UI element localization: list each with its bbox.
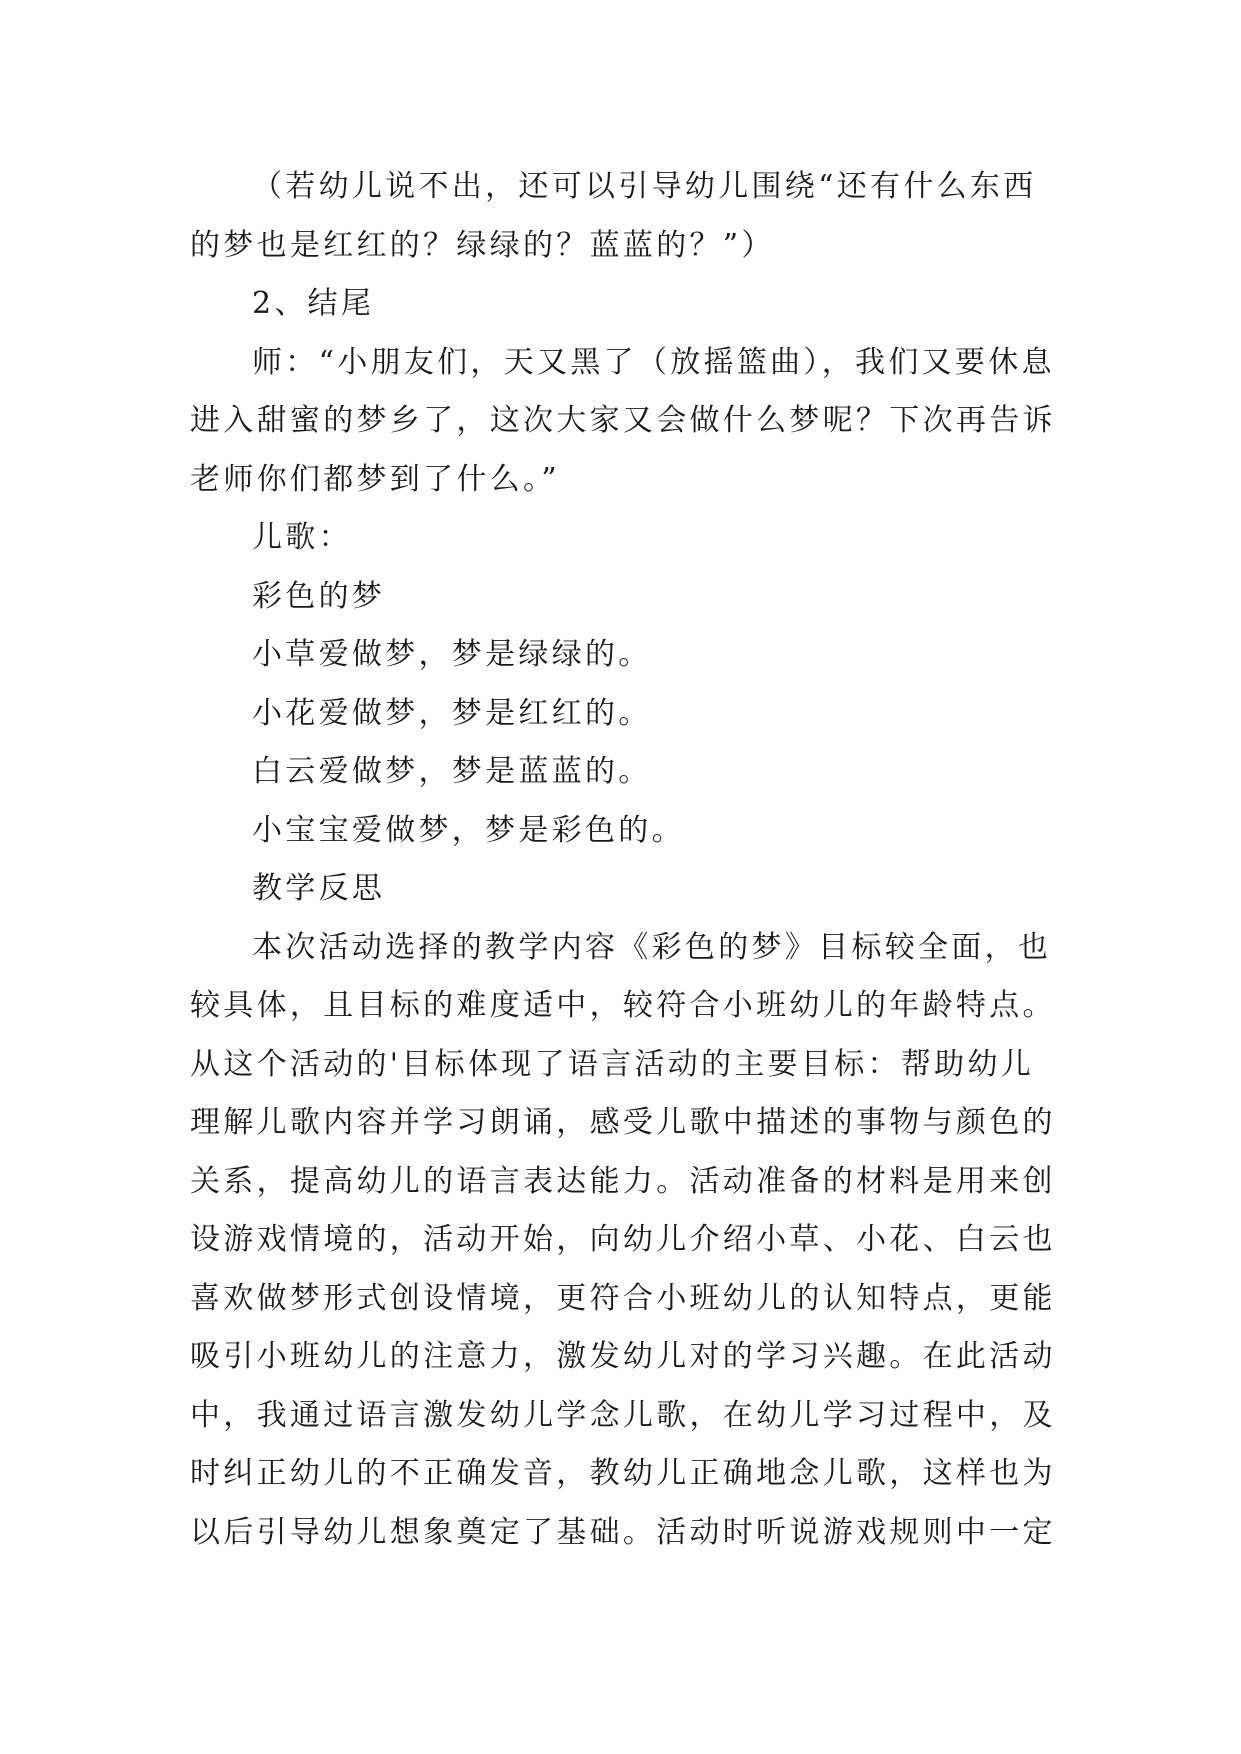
text-line: 时纠正幼儿的不正确发音，教幼儿正确地念儿歌，这样也为 bbox=[190, 1456, 1056, 1491]
poem-line: 小宝宝爱做梦，梦是彩色的。 bbox=[252, 812, 685, 848]
document-body bbox=[190, 158, 1056, 1562]
text-line: 关系，提高幼儿的语言表达能力。活动准备的材料是用来创 bbox=[190, 1163, 1056, 1199]
poem-line: 白云爱做梦，梦是蓝蓝的。 bbox=[252, 754, 652, 789]
text-line: 理解儿歌内容并学习朗诵，感受儿歌中描述的事物与颜色的 bbox=[190, 1105, 1056, 1140]
section-heading: 2、结尾 bbox=[252, 286, 375, 321]
text-line: 较具体，且目标的难度适中，较符合小班幼儿的年龄特点。 bbox=[190, 988, 1056, 1023]
text-line: 吸引小班幼儿的注意力，激发幼儿对的学习兴趣。在此活动 bbox=[190, 1339, 1056, 1374]
text-line: 设游戏情境的，活动开始，向幼儿介绍小草、小花、白云也 bbox=[190, 1222, 1056, 1257]
poem-line: 小草爱做梦，梦是绿绿的。 bbox=[252, 637, 652, 672]
text-line: 以后引导幼儿想象奠定了基础。活动时听说游戏规则中一定 bbox=[190, 1514, 1056, 1550]
text-line: 本次活动选择的教学内容《彩色的梦》目标较全面，也 bbox=[252, 929, 1052, 965]
section-heading: 教学反思 bbox=[252, 871, 386, 906]
text-line: 的梦也是红红的？绿绿的？蓝蓝的？”） bbox=[190, 227, 775, 263]
text-line: （若幼儿说不出，还可以引导幼儿围绕“还有什么东西 bbox=[252, 169, 1037, 204]
text-line: 师：“小朋友们，天又黑了（放摇篮曲），我们又要休息 bbox=[252, 344, 1055, 380]
section-heading: 儿歌： bbox=[252, 520, 352, 555]
poem-line: 小花爱做梦，梦是红红的。 bbox=[252, 695, 652, 731]
text-line: 中，我通过语言激发幼儿学念儿歌，在幼儿学习过程中，及 bbox=[190, 1397, 1056, 1433]
poem-title: 彩色的梦 bbox=[252, 578, 386, 614]
text-line: 老师你们都梦到了什么。” bbox=[190, 461, 560, 497]
text-line: 喜欢做梦形式创设情境，更符合小班幼儿的认知特点，更能 bbox=[190, 1280, 1056, 1316]
text-line: 从这个活动的'目标体现了语言活动的主要目标：帮助幼儿 bbox=[190, 1046, 1035, 1082]
text-line: 进入甜蜜的梦乡了，这次大家又会做什么梦呢？下次再告诉 bbox=[190, 403, 1056, 438]
